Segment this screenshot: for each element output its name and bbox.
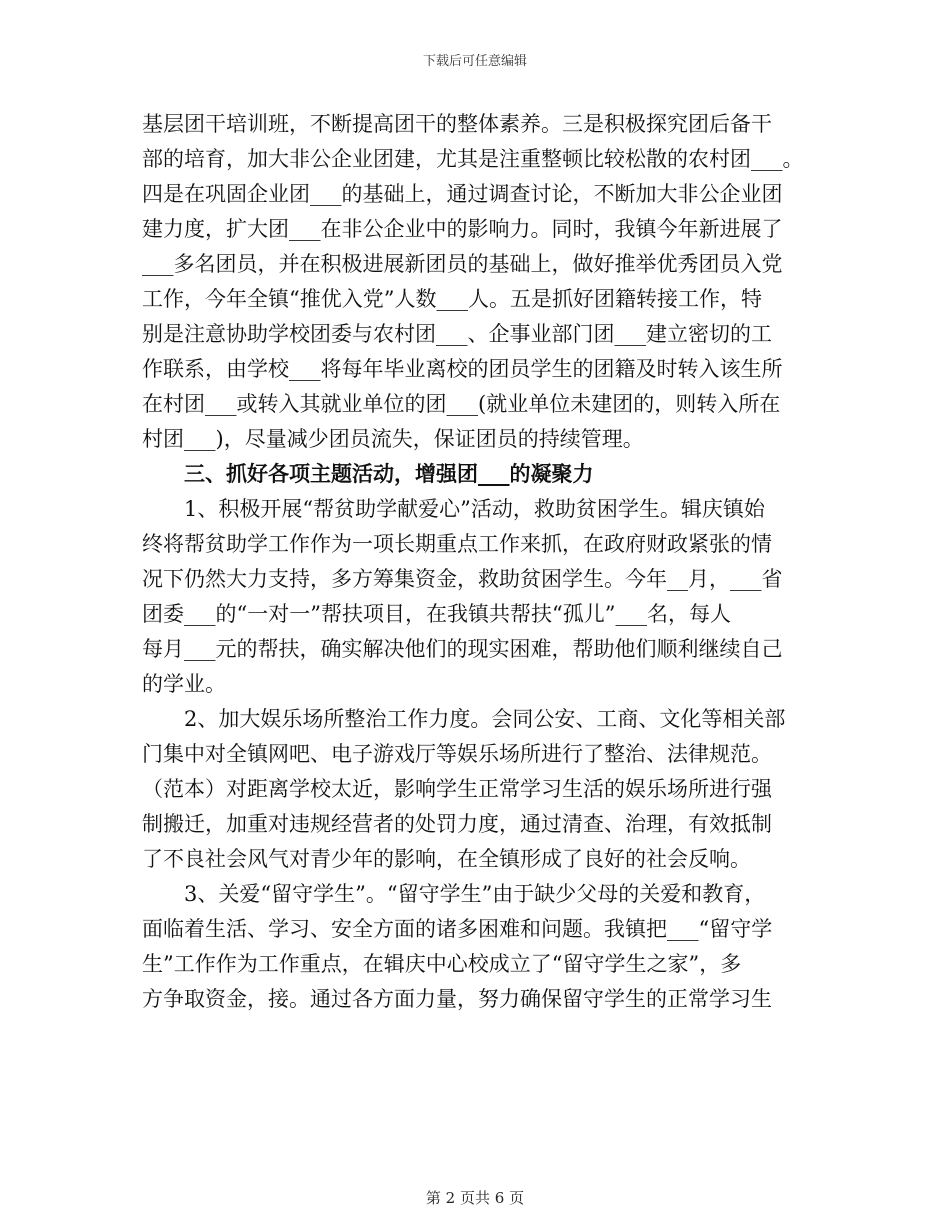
body-line: 终将帮贫助学工作作为一项长期重点工作来抓，在政府财政紧张的情 — [142, 532, 772, 556]
section-heading: 三、抓好各项主题活动，增强团___的凝聚力 — [184, 461, 594, 486]
body-line: 门集中对全镇网吧、电子游戏厅等娱乐场所进行了整治、法律规范。 — [142, 742, 772, 766]
body-line: 了不良社会风气对青少年的影响，在全镇形成了良好的社会反响。 — [142, 847, 751, 871]
body-line: 生”工作作为工作重点，在辑庆中心校成立了“留守学生之家”，多 — [142, 952, 742, 976]
body-line: 建力度，扩大团___在非公企业中的影响力。同时，我镇今年新进展了 — [142, 217, 783, 241]
body-line: 工作，今年全镇“推优入党”人数___人。五是抓好团籍转接工作，特 — [142, 287, 762, 311]
body-line: 方争取资金，接。通过各方面力量，努力确保留守学生的正常学习生 — [142, 987, 772, 1011]
body-line: 3、关爱“留守学生”。“留守学生”由于缺少父母的关爱和教育， — [184, 882, 766, 906]
body-line: 基层团干培训班，不断提高团干的整体素养。三是积极探究团后备干 — [142, 112, 772, 136]
body-line: 村团___)，尽量减少团员流失，保证团员的持续管理。 — [142, 427, 644, 451]
body-line: 2、加大娱乐场所整治工作力度。会同公安、工商、文化等相关部 — [184, 707, 786, 731]
body-line: 的学业。 — [142, 672, 226, 696]
body-line: 作联系，由学校___将每年毕业离校的团员学生的团籍及时转入该生所 — [142, 357, 783, 381]
body-line: 别是注意协助学校团委与农村团___、企事业部门团___建立密切的工 — [142, 322, 772, 346]
page-header: 下载后可任意编辑 — [422, 54, 527, 69]
body-line: 制搬迁，加重对违规经营者的处罚力度，通过清查、治理，有效抵制 — [142, 812, 772, 836]
body-line: 在村团___或转入其就业单位的团___(就业单位未建团的，则转入所在 — [142, 392, 781, 416]
body-line: 四是在巩固企业团___的基础上，通过调查讨论，不断加大非公企业团 — [142, 182, 783, 206]
body-line: ___多名团员，并在积极进展新团员的基础上，做好推举优秀团员入党 — [142, 252, 783, 276]
body-line: （范本）对距离学校太近，影响学生正常学习生活的娱乐场所进行强 — [142, 777, 772, 801]
body-line: 每月___元的帮扶，确实解决他们的现实困难，帮助他们顺利继续自己 — [142, 637, 783, 661]
body-line: 团委___的“一对一”帮扶项目，在我镇共帮扶“孤儿”___名，每人 — [142, 602, 731, 626]
body-line: 面临着生活、学习、安全方面的诸多困难和问题。我镇把___“留守学 — [142, 917, 773, 941]
body-line: 部的培育，加大非公企业团建，尤其是注重整顿比较松散的农村团___。 — [142, 147, 804, 171]
body-line: 况下仍然大力支持，多方筹集资金，救助贫困学生。今年__月，___省 — [142, 567, 783, 591]
body-line: 1、积极开展“帮贫助学献爱心”活动，救助贫困学生。辑庆镇始 — [184, 497, 765, 521]
page-footer: 第 2 页共 6 页 — [425, 1189, 525, 1207]
